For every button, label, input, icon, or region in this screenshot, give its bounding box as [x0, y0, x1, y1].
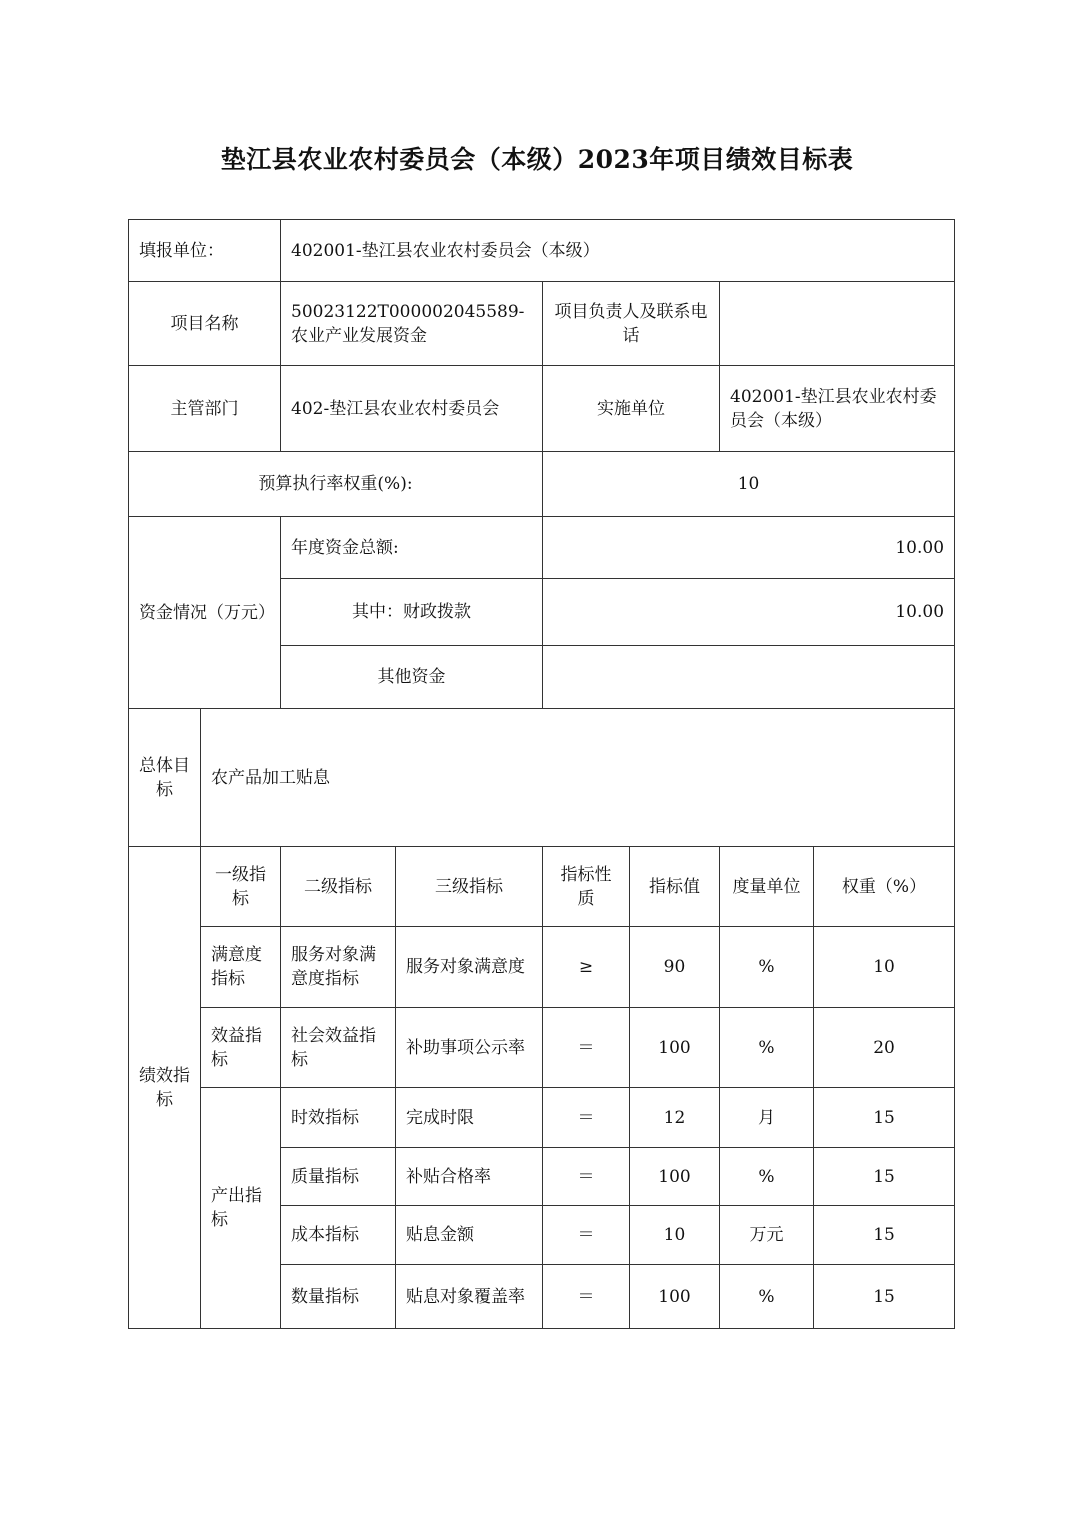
project-name-value: 50023122T000002045589-农业产业发展资金: [281, 282, 543, 366]
performance-target-table: [128, 219, 955, 1329]
table-row: [129, 927, 955, 1008]
row-l1: 满意度指标: [201, 927, 281, 1008]
funds-label: 资金情况（万元）: [129, 517, 281, 709]
row-nature: ＝: [543, 1008, 630, 1088]
header-l3: 三级指标: [396, 847, 543, 927]
budget-weight-label: 预算执行率权重(%):: [129, 452, 543, 517]
row-value: 12: [630, 1088, 720, 1148]
row-unit: %: [720, 1265, 814, 1329]
row-l2: 社会效益指标: [281, 1008, 396, 1088]
row-value: 10: [630, 1206, 720, 1265]
row-weight: 15: [814, 1148, 955, 1206]
row-nature: ≥: [543, 927, 630, 1008]
row-l3: 贴息金额: [396, 1206, 543, 1265]
table-row: [129, 1008, 955, 1088]
row-l3: 完成时限: [396, 1088, 543, 1148]
row-value: 100: [630, 1148, 720, 1206]
header-weight: 权重（%）: [814, 847, 955, 927]
row-value: 100: [630, 1265, 720, 1329]
row-l2: 时效指标: [281, 1088, 396, 1148]
row-l3: 补贴合格率: [396, 1148, 543, 1206]
row-l1: 产出指标: [201, 1088, 281, 1329]
header-l2: 二级指标: [281, 847, 396, 927]
funds-annual-value: 10.00: [543, 517, 955, 579]
row-unit: %: [720, 927, 814, 1008]
header-unit: 度量单位: [720, 847, 814, 927]
header-value: 指标值: [630, 847, 720, 927]
table-row: [129, 1088, 955, 1148]
row-weight: 15: [814, 1088, 955, 1148]
project-lead-value: [720, 282, 955, 366]
project-name-label: 项目名称: [129, 282, 281, 366]
row-l2: 数量指标: [281, 1265, 396, 1329]
row-l2: 服务对象满意度指标: [281, 927, 396, 1008]
row-nature: ＝: [543, 1206, 630, 1265]
row-nature: ＝: [543, 1265, 630, 1329]
row-nature: ＝: [543, 1088, 630, 1148]
funds-fiscal-label: 其中：财政拨款: [281, 579, 543, 646]
impl-label: 实施单位: [543, 366, 720, 452]
row-weight: 15: [814, 1206, 955, 1265]
row-nature: ＝: [543, 1148, 630, 1206]
header-l1: 一级指标: [201, 847, 281, 927]
row-l2: 成本指标: [281, 1206, 396, 1265]
funds-fiscal-value: 10.00: [543, 579, 955, 646]
project-lead-label: 项目负责人及联系电话: [543, 282, 720, 366]
funds-other-label: 其他资金: [281, 646, 543, 709]
row-weight: 10: [814, 927, 955, 1008]
row-l3: 服务对象满意度: [396, 927, 543, 1008]
row-l3: 贴息对象覆盖率: [396, 1265, 543, 1329]
funds-annual-label: 年度资金总额:: [281, 517, 543, 579]
funds-other-value: [543, 646, 955, 709]
perf-label: 绩效指标: [129, 847, 201, 1329]
row-l1: 效益指标: [201, 1008, 281, 1088]
overall-goal-value: 农产品加工贴息: [201, 709, 955, 847]
row-weight: 15: [814, 1265, 955, 1329]
row-weight: 20: [814, 1008, 955, 1088]
row-unit: %: [720, 1148, 814, 1206]
dept-label: 主管部门: [129, 366, 281, 452]
fill-unit-value: 402001-垫江县农业农村委员会（本级）: [281, 220, 955, 282]
row-l3: 补助事项公示率: [396, 1008, 543, 1088]
row-value: 100: [630, 1008, 720, 1088]
page-title: 垫江县农业农村委员会（本级）2023年项目绩效目标表: [220, 145, 854, 174]
row-unit: 万元: [720, 1206, 814, 1265]
overall-goal-label: 总体目标: [129, 709, 201, 847]
row-value: 90: [630, 927, 720, 1008]
impl-value: 402001-垫江县农业农村委员会（本级）: [720, 366, 955, 452]
budget-weight-value: 10: [543, 452, 955, 517]
dept-value: 402-垫江县农业农村委员会: [281, 366, 543, 452]
row-unit: %: [720, 1008, 814, 1088]
row-l2: 质量指标: [281, 1148, 396, 1206]
row-unit: 月: [720, 1088, 814, 1148]
header-nature: 指标性质: [543, 847, 630, 927]
fill-unit-label: 填报单位：: [129, 220, 281, 282]
